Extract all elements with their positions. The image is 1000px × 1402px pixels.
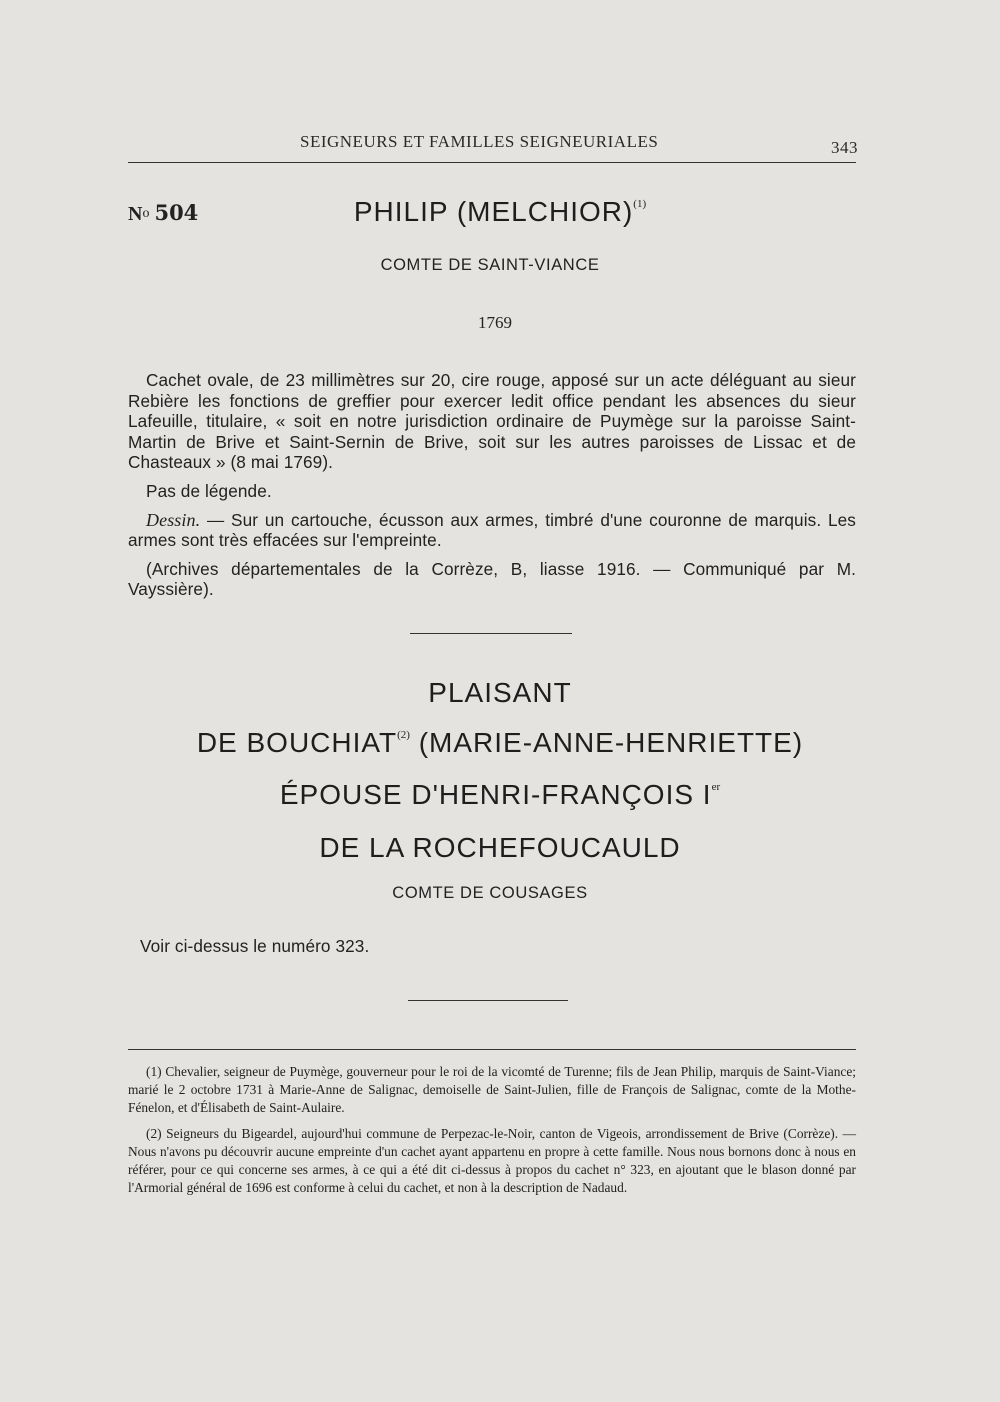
entry2-title-line4: DE LA ROCHEFOUCAULD xyxy=(319,832,681,863)
entry-subtitle: COMTE DE SAINT-VIANCE xyxy=(380,256,600,274)
entry2-title-line3-sup: er xyxy=(711,781,721,793)
footnote-rule xyxy=(128,1049,856,1050)
entry-title xyxy=(230,196,770,228)
entry2-title-line3 xyxy=(150,779,850,811)
entry-number-sup: o xyxy=(142,206,150,221)
drawing-label: Dessin. xyxy=(146,509,201,530)
entry-description xyxy=(128,370,856,600)
entry-title-text: PHILIP (MELCHIOR) xyxy=(353,196,634,227)
footnote-1: (1) Chevalier, seigneur de Puymège, gouverneur pour le roi de la vicomté de Turenne; fils de Jean Philip, marquis de Saint-Viance; marié le 2 octobre 1731 à Marie-Anne de Salignac, demoiselle de Saint-Julien, fille de François de Salignac, comte de la Mothe-Fénelon, et d'Élisabeth de Saint-Aulaire. xyxy=(128,1064,856,1115)
footnote-ref-1: (1) xyxy=(633,198,647,210)
section-separator-2 xyxy=(408,1000,568,1001)
section-separator xyxy=(410,633,572,634)
drawing-text: — Sur un cartouche, écusson aux armes, timbré d'une couronne de marquis. Les armes sont très effacées sur l'empreinte. xyxy=(128,509,856,551)
entry-number xyxy=(128,200,198,226)
description-paragraph: Cachet ovale, de 23 millimètres sur 20, cire rouge, apposé sur un acte déléguant au sieur Rebière les fonctions de greffier pour exercer ledit office pendant les absences du sieur Lafeuille, titulaire, « soit en notre jurisdiction ordinaire de Puymège sur la paroisse Saint-Martin de Brive et Saint-Sernin de Brive, soit sur les autres paroisses de Lissac et de Chasteaux » (8 mai 1769). xyxy=(128,370,856,473)
source-paragraph: (Archives départementales de la Corrèze, B, liasse 1916. — Communiqué par M. Vayssière). xyxy=(128,558,856,600)
entry2-title-line3-text: ÉPOUSE D'HENRI-FRANÇOIS I xyxy=(279,779,712,810)
page-number: 343 xyxy=(831,138,858,157)
entry2-subtitle: COMTE DE COUSAGES xyxy=(392,884,588,902)
footnote-2: (2) Seigneurs du Bigeardel, aujourd'hui commune de Perpezac-le-Noir, canton de Vigeois, arrondissement de Brive (Corrèze). — Nous n'avons pu découvrir aucune empreinte d'un cachet ayant appartenu en propre à cette famille. Nous nous bornons donc à nous en référer, pour ce qui concerne ses armes, à ce qui a été dit ci-dessus à propos du cachet n° 323, en ajoutant que le blason donné par l'Armorial général de 1696 est conforme à celui du cachet, et non à la description de Nadaud. xyxy=(128,1126,856,1195)
entry2-reference: Voir ci-dessus le numéro 323. xyxy=(140,936,370,956)
entry2-title-part-b: (MARIE-ANNE-HENRIETTE) xyxy=(418,727,804,758)
entry-number-value: 504 xyxy=(154,200,199,225)
entry2-title-line2 xyxy=(100,727,900,759)
running-title: SEIGNEURS ET FAMILLES SEIGNEURIALES xyxy=(300,132,659,151)
entry-year: 1769 xyxy=(478,313,512,332)
footnote-ref-2: (2) xyxy=(397,729,410,741)
entry2-title-line1: PLAISANT xyxy=(428,677,572,708)
footnotes xyxy=(128,1063,856,1206)
legend-paragraph: Pas de légende. xyxy=(146,480,272,501)
header-rule xyxy=(128,162,856,163)
entry2-title-part-a: DE BOUCHIAT xyxy=(196,727,398,758)
drawing-paragraph xyxy=(128,510,856,551)
entry-number-prefix: N xyxy=(128,203,143,225)
